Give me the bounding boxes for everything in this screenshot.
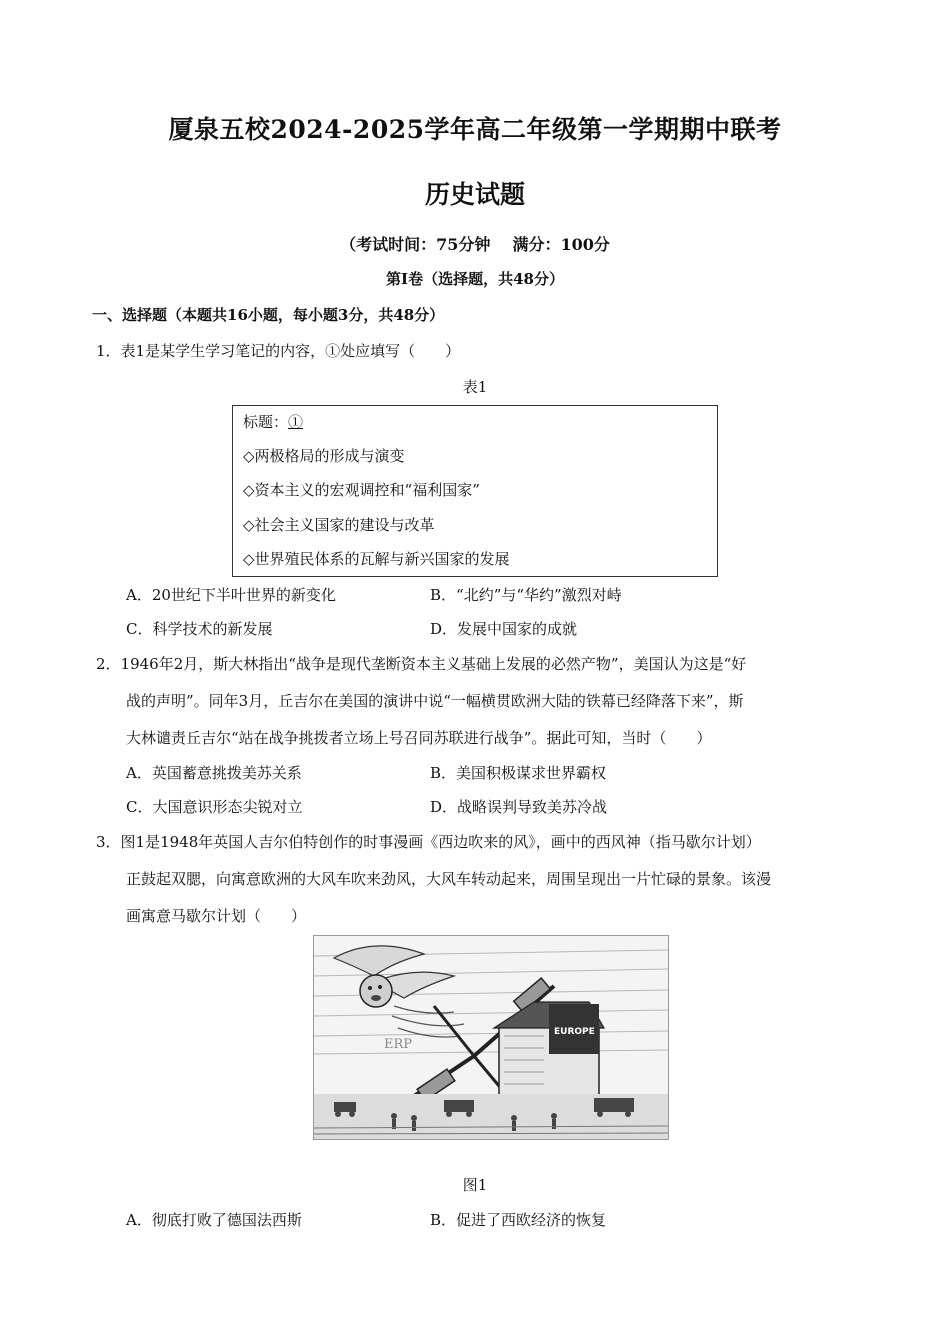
q3-option-a[interactable]: A．彻底打败了德国法西斯	[126, 1211, 302, 1229]
barn-icon	[494, 1002, 604, 1096]
q3-stem-line: 画寓意马歇尔计划（ ）	[126, 907, 307, 925]
q1-option-b[interactable]: B．“北约”与“华约”激烈对峙	[430, 586, 622, 604]
q1-option-a[interactable]: A．20世纪下半叶世界的新变化	[126, 586, 336, 604]
note-title-label: 标题：	[243, 413, 289, 431]
q1-note-table	[232, 405, 718, 577]
q1-stem: 1．表1是某学生学习笔记的内容，①处应填写（ ）	[96, 342, 461, 360]
q3-option-b[interactable]: B．促进了西欧经济的恢复	[430, 1211, 607, 1229]
full-score: 满分：100分	[512, 235, 610, 254]
note-item: ◇世界殖民体系的瓦解与新兴国家的发展	[243, 550, 510, 568]
q2-stem-line: 战的声明”。同年3月，丘吉尔在美国的演讲中说“一幅横贯欧洲大陆的铁幕已经降落下来”，斯	[126, 692, 744, 710]
windmill-cartoon-illustration	[314, 936, 668, 1139]
exam-title: 厦泉五校2024-2025学年高二年级第一学期期中联考	[168, 115, 782, 144]
q2-option-a[interactable]: A．英国蓄意挑拨美苏关系	[126, 764, 302, 782]
barn-label: EUROPE	[554, 1027, 595, 1037]
wind-god-icon	[334, 946, 454, 1007]
note-item: ◇两极格局的形成与演变	[243, 447, 405, 465]
note-title-row	[243, 411, 303, 432]
volume-heading: 第Ⅰ卷（选择题，共48分）	[386, 270, 564, 288]
q3-stem-line: 3．图1是1948年英国人吉尔伯特创作的时事漫画《西边吹来的风》，画中的西风神（指马歇尔计划）	[96, 833, 761, 851]
note-item: ◇社会主义国家的建设与改革	[243, 516, 435, 534]
q3-figure-caption: 图1	[462, 1176, 488, 1194]
exam-time: （考试时间：75分钟	[340, 235, 491, 254]
q2-option-c[interactable]: C．大国意识形态尖锐对立	[126, 798, 303, 816]
q1-option-c[interactable]: C．科学技术的新发展	[126, 620, 273, 638]
note-title-blank: ①	[288, 413, 304, 431]
subject-title: 历史试题	[424, 180, 525, 209]
q3-cartoon-figure	[313, 935, 669, 1140]
q1-option-d[interactable]: D．发展中国家的成就	[430, 620, 578, 638]
q2-stem-line: 大林谴责丘吉尔“站在战争挑拨者立场上号召同苏联进行战争”。据此可知，当时（ ）	[126, 729, 712, 747]
note-item: ◇资本主义的宏观调控和“福利国家”	[243, 481, 480, 499]
sky-letters: ERP	[384, 1037, 413, 1052]
q1-table-caption: 表1	[462, 378, 488, 396]
q3-stem-line: 正鼓起双腮，向寓意欧洲的大风车吹来劲风，大风车转动起来，周围呈现出一片忙碌的景象。该漫	[126, 870, 772, 888]
exam-info	[0, 232, 950, 255]
section-heading: 一、选择题（本题共16小题，每小题3分，共48分）	[92, 306, 445, 324]
q2-stem-line: 2．1946年2月，斯大林指出“战争是现代垄断资本主义基础上发展的必然产物”，美国认为这是“好	[96, 655, 747, 673]
q2-option-d[interactable]: D．战略误判导致美苏冷战	[430, 798, 608, 816]
q2-option-b[interactable]: B．美国积极谋求世界霸权	[430, 764, 607, 782]
